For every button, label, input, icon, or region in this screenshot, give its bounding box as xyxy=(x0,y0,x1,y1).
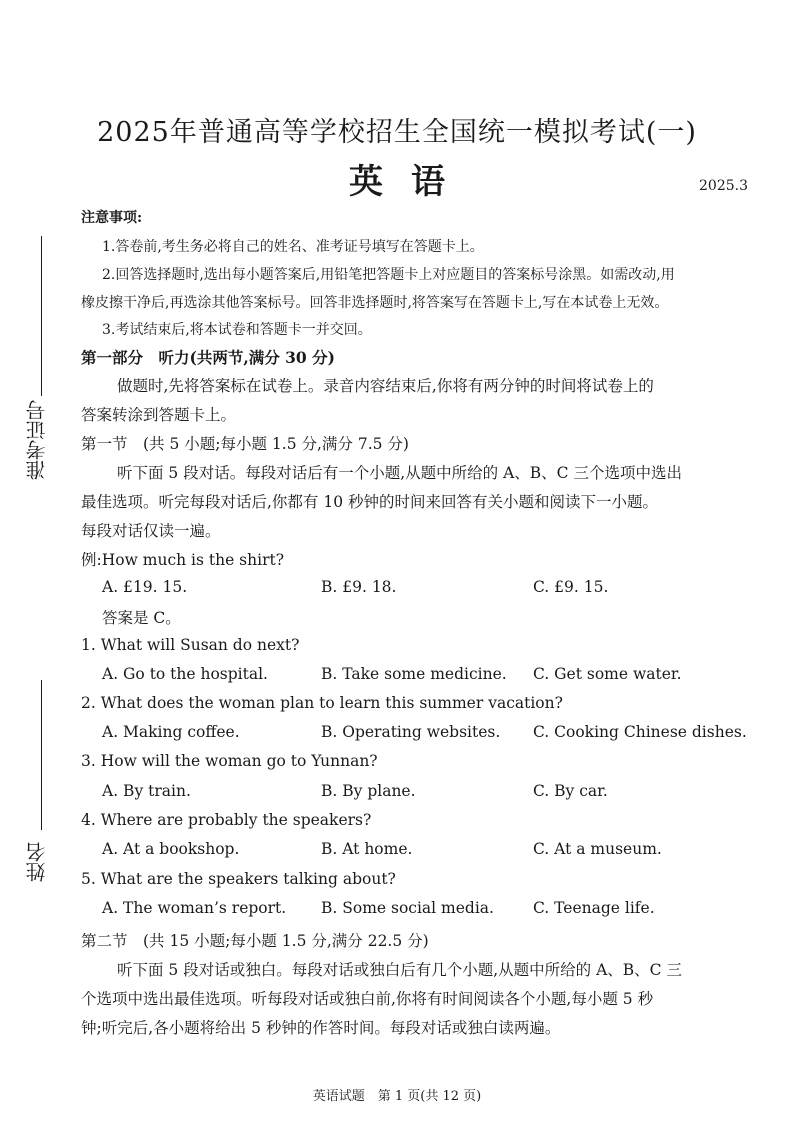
page-footer: 英语试题 第 1 页(共 12 页) xyxy=(312,1089,482,1104)
question-2-option-a: A. Making coffee. xyxy=(102,723,240,741)
question-5: 5. What are the speakers talking about? xyxy=(81,870,396,888)
example-option-c: C. £9. 15. xyxy=(533,578,609,596)
notes-heading: 注意事项: xyxy=(81,210,143,226)
notes-item-2-line-2: 橡皮擦干净后,再选涂其他答案标号。回答非选择题时,将答案写在答题卡上,写在本试卷上无效。 xyxy=(81,295,669,311)
notes-item-3: 3.考试结束后,将本试卷和答题卡一并交回。 xyxy=(102,322,372,338)
example-option-b: B. £9. 18. xyxy=(321,578,397,596)
part1-heading: 第一部分 听力(共两节,满分 30 分) xyxy=(81,348,335,367)
example-question: 例:How much is the shirt? xyxy=(81,551,285,569)
question-2-option-c: C. Cooking Chinese dishes. xyxy=(533,723,747,741)
question-1-option-b: B. Take some medicine. xyxy=(321,665,507,683)
exam-date: 2025.3 xyxy=(699,178,748,194)
question-5-option-a: A. The woman’s report. xyxy=(102,899,287,917)
section2-intro-line-3: 钟;听完后,各小题将给出 5 秒钟的作答时间。每段对话或独白读两遍。 xyxy=(81,1019,561,1037)
name-line xyxy=(41,680,42,830)
subject-title: 英语 xyxy=(349,162,473,202)
notes-item-1: 1.答卷前,考生务必将自己的姓名、准考证号填写在答题卡上。 xyxy=(102,239,484,255)
question-1-option-a: A. Go to the hospital. xyxy=(102,665,268,683)
name-label: 姓名 xyxy=(25,842,49,882)
question-3-option-a: A. By train. xyxy=(102,782,191,800)
section2-heading: 第二节 (共 15 小题;每小题 1.5 分,满分 22.5 分) xyxy=(81,932,429,950)
question-2: 2. What does the woman plan to learn this summer vacation? xyxy=(81,694,563,712)
question-1: 1. What will Susan do next? xyxy=(81,636,300,654)
question-3-option-b: B. By plane. xyxy=(321,782,416,800)
question-3-option-c: C. By car. xyxy=(533,782,608,800)
section2-intro-line-2: 个选项中选出最佳选项。听每段对话或独白前,你将有时间阅读各个小题,每小题 5 秒 xyxy=(81,990,654,1008)
section2-intro-line-1: 听下面 5 段对话或独白。每段对话或独白后有几个小题,从题中所给的 A、B、C 三 xyxy=(117,961,682,979)
exam-number-label: 准考证号 xyxy=(25,400,49,480)
question-4: 4. Where are probably the speakers? xyxy=(81,811,372,829)
question-1-option-c: C. Get some water. xyxy=(533,665,682,683)
question-4-option-c: C. At a museum. xyxy=(533,840,662,858)
example-option-a: A. £19. 15. xyxy=(102,578,188,596)
question-5-option-c: C. Teenage life. xyxy=(533,899,655,917)
notes-item-2-line-1: 2.回答选择题时,选出每小题答案后,用铅笔把答题卡上对应题目的答案标号涂黑。如需改动,用 xyxy=(102,267,675,283)
section1-heading: 第一节 (共 5 小题;每小题 1.5 分,满分 7.5 分) xyxy=(81,435,409,453)
question-3: 3. How will the woman go to Yunnan? xyxy=(81,752,378,770)
question-4-option-b: B. At home. xyxy=(321,840,413,858)
question-2-option-b: B. Operating websites. xyxy=(321,723,501,741)
question-4-option-a: A. At a bookshop. xyxy=(102,840,240,858)
example-answer: 答案是 C。 xyxy=(102,609,181,627)
part1-intro-line-2: 答案转涂到答题卡上。 xyxy=(81,406,237,424)
exam-number-line xyxy=(41,236,42,396)
section1-intro-line-3: 每段对话仅读一遍。 xyxy=(81,522,221,540)
exam-title: 2025年普通高等学校招生全国统一模拟考试(一) xyxy=(97,117,697,148)
section1-intro-line-1: 听下面 5 段对话。每段对话后有一个小题,从题中所给的 A、B、C 三个选项中选出 xyxy=(117,464,682,482)
question-5-option-b: B. Some social media. xyxy=(321,899,494,917)
section1-intro-line-2: 最佳选项。听完每段对话后,你都有 10 秒钟的时间来回答有关小题和阅读下一小题。 xyxy=(81,493,659,511)
part1-intro-line-1: 做题时,先将答案标在试卷上。录音内容结束后,你将有两分钟的时间将试卷上的 xyxy=(117,377,654,395)
